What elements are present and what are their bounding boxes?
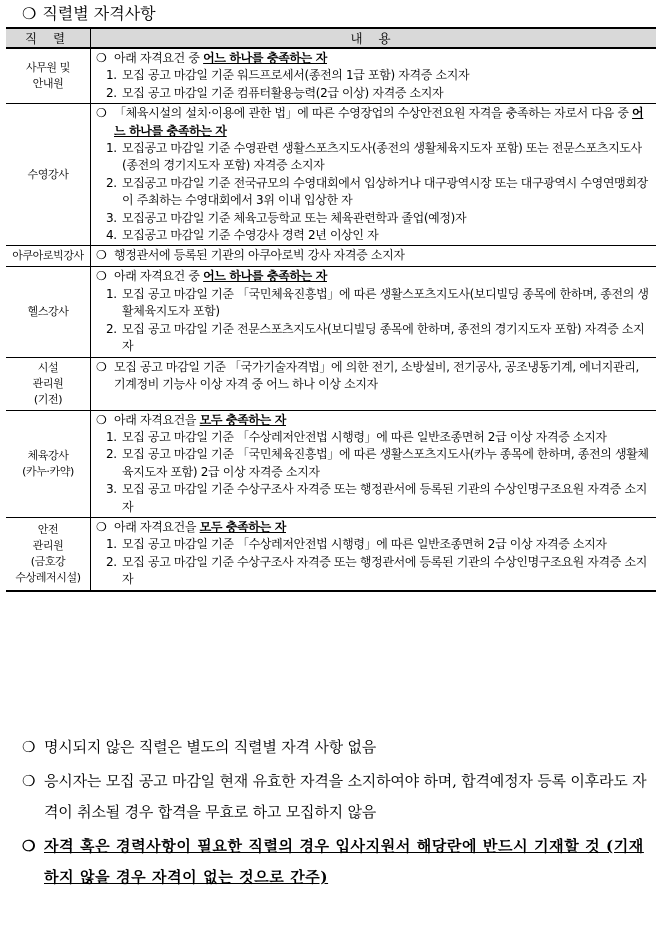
list-item [96, 210, 650, 227]
bullet-icon: ❍ [22, 4, 37, 23]
list-item [96, 175, 650, 210]
table-row [6, 48, 656, 104]
table-row [6, 517, 656, 590]
item-text: 모집공고 마감일 기준 체육고등학교 또는 체육관련학과 졸업(예정)자 [122, 210, 467, 225]
requirement-emphasis: 어느 하나를 충족하는 자 [203, 51, 327, 65]
list-item [96, 140, 650, 175]
section-title-text: 직렬별 자격사항 [42, 4, 156, 23]
table-row [6, 104, 656, 246]
note-item [22, 732, 656, 763]
requirement-cell [91, 104, 657, 246]
note-item [22, 831, 656, 893]
list-item [96, 321, 650, 356]
requirement-intro-text: 「체육시설의 설치·이용에 관한 법」에 따른 수영장업의 수상안전요원 자격을 충족하는 자로서 다음 중 [114, 106, 633, 121]
bullet-icon: ❍ [22, 772, 36, 790]
role-cell: 헬스강사 [6, 267, 91, 357]
requirement-list [96, 286, 650, 356]
role-cell: 사무원 및 안내원 [6, 48, 91, 104]
table-row [6, 267, 656, 357]
item-text: 모집 공고 마감일 기준 컴퓨터활용능력(2급 이상) 자격증 소지자 [122, 85, 444, 100]
requirement-cell [91, 357, 657, 410]
item-text: 모집공고 마감일 기준 수영관련 생활스포츠지도사(종전의 생활체육지도자 포함) 또는 전문스포츠지도사(종전의 경기지도자 포함) 자격증 소지자 [122, 141, 642, 173]
requirement-cell [91, 267, 657, 357]
list-item [96, 67, 650, 84]
list-item [96, 554, 650, 589]
bullet-icon: ❍ [96, 269, 107, 284]
requirement-cell [91, 246, 657, 267]
item-number: 2. [106, 321, 117, 336]
item-number: 1. [106, 286, 117, 301]
list-item [96, 429, 650, 446]
role-cell: 체육강사 (카누·카약) [6, 410, 91, 517]
role-cell: 아쿠아로빅강사 [6, 246, 91, 267]
bullet-icon: ❍ [96, 359, 107, 374]
bullet-icon: ❍ [96, 51, 107, 65]
requirement-cell [91, 517, 657, 590]
item-number: 2. [106, 447, 117, 462]
bullet-icon: ❍ [96, 106, 107, 121]
item-number: 1. [106, 68, 117, 83]
item-number: 1. [106, 537, 117, 552]
item-text: 모집 공고 마감일 기준 「수상레저안전법 시행령」에 따른 일반조종면허 2급 이상 자격증 소지자 [122, 537, 607, 552]
item-text: 모집 공고 마감일 기준 「수상레저안전법 시행령」에 따른 일반조종면허 2급 이상 자격증 소지자 [122, 429, 607, 444]
role-cell: 수영강사 [6, 104, 91, 246]
item-number: 3. [106, 482, 117, 497]
notes-list [22, 732, 656, 896]
bullet-icon: ❍ [22, 837, 36, 855]
item-text: 모집 공고 마감일 기준 수상구조사 자격증 또는 행정관서에 등록된 기관의 수상인명구조요원 자격증 소지자 [122, 554, 647, 587]
requirement-intro [96, 105, 650, 140]
requirement-intro-text: 아래 자격요건 중 [114, 269, 204, 284]
requirement-emphasis: 모두 충족하는 자 [199, 519, 286, 534]
table-row [6, 410, 656, 517]
requirement-emphasis: 어느 하나를 충족하는 자 [203, 269, 327, 284]
requirement-intro-text: 모집 공고 마감일 기준 「국가기술자격법」에 의한 전기, 소방설비, 전기공사, 공조냉동기계, 에너지관리, 기계정비 기능사 이상 자격 중 어느 하나 이상 소지자 [114, 359, 639, 391]
bullet-icon: ❍ [22, 738, 36, 756]
table-header-row [6, 28, 656, 48]
requirement-intro [96, 50, 650, 67]
requirement-intro [96, 412, 650, 429]
item-text: 모집 공고 마감일 기준 워드프로세서(종전의 1급 포함) 자격증 소지자 [122, 68, 470, 83]
item-number: 2. [106, 175, 117, 190]
list-item [96, 481, 650, 516]
item-text: 모집공고 마감일 기준 수영강사 경력 2년 이상인 자 [122, 228, 379, 243]
bullet-icon: ❍ [96, 412, 107, 427]
requirement-intro-text: 아래 자격요건을 [114, 519, 200, 534]
list-item [96, 286, 650, 321]
item-number: 2. [106, 85, 117, 100]
list-item [96, 227, 650, 244]
item-number: 1. [106, 141, 117, 156]
requirement-intro-text: 아래 자격요건 중 [114, 51, 204, 65]
requirement-intro [96, 268, 650, 285]
item-text: 모집 공고 마감일 기준 「국민체육진흥법」에 따른 생활스포츠지도사(보디빌딩 종목에 한하며, 종전의 생활체육지도자 포함) [122, 286, 649, 319]
section-title [22, 4, 156, 24]
requirement-intro [96, 519, 650, 536]
item-text: 모집공고 마감일 기준 전국규모의 수영대회에서 입상하거나 대구광역시장 또는 대구광역시 수영연맹회장이 주최하는 수영대회에서 3위 이내 입상한 자 [122, 175, 648, 208]
role-cell: 안전 관리원 (금호강 수상레저시설) [6, 517, 91, 590]
bullet-icon: ❍ [96, 519, 107, 534]
item-number: 4. [106, 228, 117, 243]
list-item [96, 446, 650, 481]
item-text: 모집 공고 마감일 기준 「국민체육진흥법」에 따른 생활스포츠지도사(카누 종목에 한하며, 종전의 생활체육지도자 포함) 2급 이상 자격증 소지자 [122, 447, 649, 479]
bullet-icon: ❍ [96, 248, 107, 263]
item-number: 1. [106, 429, 117, 444]
requirement-list [96, 140, 650, 244]
note-text: 명시되지 않은 직렬은 별도의 직렬별 자격 사항 없음 [44, 738, 377, 756]
requirement-list [96, 536, 650, 588]
requirement-emphasis: 어느 하나를 충족하는 자 [114, 106, 644, 138]
requirement-list [96, 429, 650, 516]
header-role: 직 렬 [6, 28, 91, 48]
table-row [6, 357, 656, 410]
note-text: 응시자는 모집 공고 마감일 현재 유효한 자격을 소지하여야 하며, 합격예정자 등록 이후라도 자격이 취소될 경우 합격을 무효로 하고 모집하지 않음 [44, 772, 647, 821]
list-item [96, 536, 650, 553]
item-text: 모집 공고 마감일 기준 전문스포츠지도사(보디빌딩 종목에 한하며, 종전의 경기지도자 포함) 자격증 소지자 [122, 321, 645, 354]
qualification-table-body [6, 48, 656, 591]
item-number: 2. [106, 554, 117, 569]
table-row [6, 246, 656, 267]
note-text: 자격 혹은 경력사항이 필요한 직렬의 경우 입사지원서 해당란에 반드시 기재할 것 (기재하지 않을 경우 자격이 없는 것으로 간주) [44, 837, 644, 886]
requirement-cell [91, 48, 657, 104]
requirement-intro [96, 247, 650, 264]
requirement-intro-text: 아래 자격요건을 [114, 412, 200, 427]
note-item [22, 766, 656, 828]
requirement-intro [96, 359, 650, 394]
requirement-intro-text: 행정관서에 등록된 기관의 아쿠아로빅 강사 자격증 소지자 [114, 248, 405, 263]
item-text: 모집 공고 마감일 기준 수상구조사 자격증 또는 행정관서에 등록된 기관의 수상인명구조요원 자격증 소지자 [122, 482, 647, 514]
requirement-emphasis: 모두 충족하는 자 [199, 412, 286, 427]
requirement-cell [91, 410, 657, 517]
requirement-list [96, 67, 650, 102]
qualification-table [6, 27, 656, 592]
list-item [96, 85, 650, 102]
item-number: 3. [106, 210, 117, 225]
header-content: 내 용 [91, 28, 657, 48]
role-cell: 시설 관리원 (기전) [6, 357, 91, 410]
